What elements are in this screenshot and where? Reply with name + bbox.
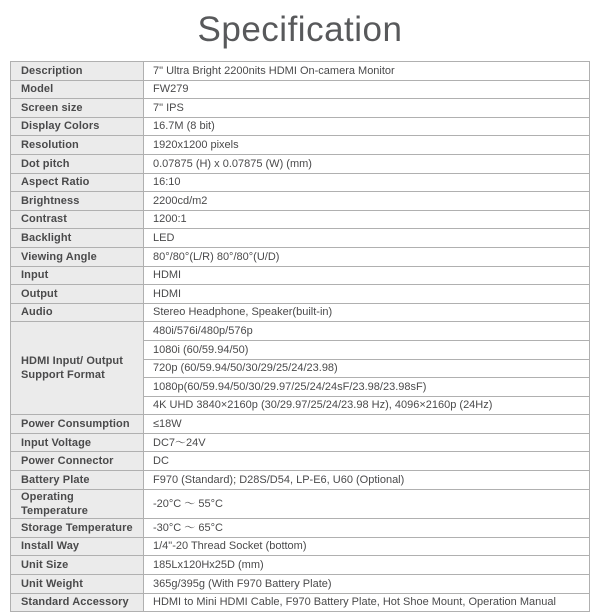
spec-label: Audio [11,303,144,322]
spec-label: Power Consumption [11,415,144,434]
spec-value: HDMI [144,285,590,304]
spec-row [11,229,590,248]
spec-label: Model [11,80,144,99]
spec-label: Viewing Angle [11,247,144,266]
spec-value: 480i/576i/480p/576p [144,322,590,341]
spec-value: 365g/395g (With F970 Battery Plate) [144,575,590,594]
spec-value: 1080i (60/59.94/50) [144,340,590,359]
spec-value: DC7～24V [144,433,590,452]
spec-value: ≤18W [144,415,590,434]
spec-value: 1080p(60/59.94/50/30/29.97/25/24/24sF/23.98/23.98sF) [144,378,590,397]
spec-row [11,192,590,211]
spec-value: HDMI [144,266,590,285]
spec-label: Brightness [11,192,144,211]
spec-row [11,285,590,304]
spec-row [11,489,590,519]
spec-row [11,247,590,266]
spec-value: 1920x1200 pixels [144,136,590,155]
page-title: Specification [197,10,403,49]
spec-row [11,136,590,155]
spec-row [11,210,590,229]
spec-row [11,322,590,341]
spec-value: 16:10 [144,173,590,192]
spec-label: Backlight [11,229,144,248]
spec-row [11,471,590,490]
spec-row [11,415,590,434]
spec-row [11,266,590,285]
spec-label: Unit Weight [11,575,144,594]
spec-row [11,556,590,575]
spec-row [11,575,590,594]
spec-value: 185Lx120Hx25D (mm) [144,556,590,575]
spec-value: 0.07875 (H) x 0.07875 (W) (mm) [144,154,590,173]
spec-label: Install Way [11,537,144,556]
spec-label: Description [11,62,144,81]
spec-row [11,117,590,136]
spec-row [11,519,590,538]
spec-row [11,62,590,81]
spec-value: 720p (60/59.94/50/30/29/25/24/23.98) [144,359,590,378]
spec-label: Unit Size [11,556,144,575]
spec-label: Input [11,266,144,285]
spec-row [11,80,590,99]
spec-label: Aspect Ratio [11,173,144,192]
spec-value: 2200cd/m2 [144,192,590,211]
spec-label: Standard Accessory [11,593,144,612]
spec-label: HDMI Input/ Output Support Format [11,322,144,415]
spec-label: Input Voltage [11,433,144,452]
spec-row [11,433,590,452]
spec-value: 16.7M (8 bit) [144,117,590,136]
spec-value: 7" IPS [144,99,590,118]
spec-row [11,593,590,612]
spec-row [11,173,590,192]
spec-label: Power Connector [11,452,144,471]
spec-value: DC [144,452,590,471]
spec-label: Dot pitch [11,154,144,173]
spec-label: Output [11,285,144,304]
spec-label: Battery Plate [11,471,144,490]
spec-value: FW279 [144,80,590,99]
spec-row [11,99,590,118]
spec-value: 1200:1 [144,210,590,229]
spec-label: Contrast [11,210,144,229]
spec-label: Screen size [11,99,144,118]
spec-value: Stereo Headphone, Speaker(built-in) [144,303,590,322]
spec-table-body [11,62,590,612]
spec-label: Resolution [11,136,144,155]
spec-value: HDMI to Mini HDMI Cable, F970 Battery Plate, Hot Shoe Mount, Operation Manual [144,593,590,612]
spec-value: F970 (Standard); D28S/D54, LP-E6, U60 (Optional) [144,471,590,490]
spec-label: Display Colors [11,117,144,136]
spec-row [11,303,590,322]
spec-value: -30°C ～ 65°C [144,519,590,538]
spec-value: 80°/80°(L/R) 80°/80°(U/D) [144,247,590,266]
specification-table [10,61,590,612]
spec-label: Storage Temperature [11,519,144,538]
spec-row [11,537,590,556]
spec-value: 7" Ultra Bright 2200nits HDMI On-camera Monitor [144,62,590,81]
spec-label: Operating Temperature [11,489,144,519]
spec-value: 1/4"-20 Thread Socket (bottom) [144,537,590,556]
spec-value: LED [144,229,590,248]
spec-row [11,154,590,173]
spec-row [11,452,590,471]
spec-value: 4K UHD 3840×2160p (30/29.97/25/24/23.98 Hz), 4096×2160p (24Hz) [144,396,590,415]
spec-value: -20°C ～ 55°C [144,489,590,519]
